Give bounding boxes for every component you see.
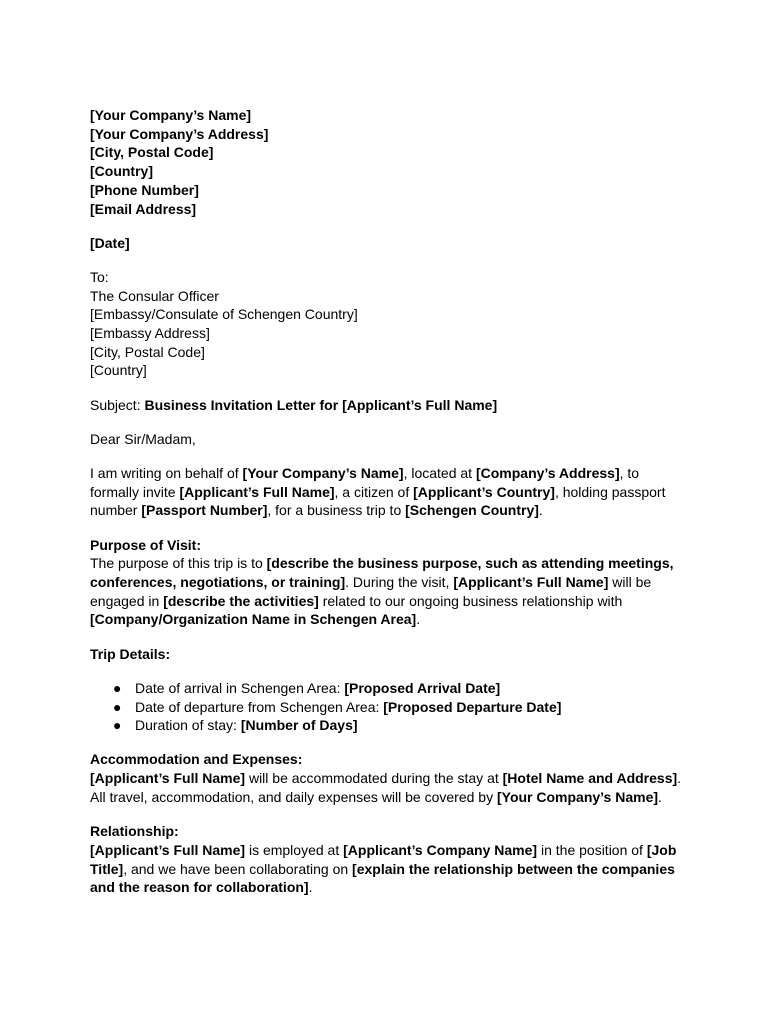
recipient-address: [Embassy Address] bbox=[90, 325, 210, 342]
intro-placeholder: [Company’s Address] bbox=[475, 465, 620, 482]
relationship-placeholder: and the reason for collaboration] bbox=[90, 879, 309, 896]
intro-text: formally invite bbox=[90, 483, 180, 500]
trip-item-label: Duration of stay: bbox=[135, 717, 241, 734]
intro-text: number bbox=[90, 502, 142, 519]
accommodation-text: . bbox=[677, 770, 682, 787]
accommodation-heading: Accommodation and Expenses: bbox=[90, 751, 303, 768]
sender-country: [Country] bbox=[90, 163, 153, 180]
bullet-icon: ● bbox=[113, 698, 122, 715]
purpose-placeholder: conferences, negotiations, or training] bbox=[90, 574, 346, 591]
salutation: Dear Sir/Madam, bbox=[90, 430, 196, 447]
accommodation-section bbox=[90, 750, 690, 806]
relationship-placeholder: Title] bbox=[90, 860, 124, 877]
relationship-text: in the position of bbox=[537, 841, 647, 858]
relationship-placeholder: [explain the relationship between the companies bbox=[352, 860, 675, 877]
recipient-title: The Consular Officer bbox=[90, 287, 219, 304]
relationship-text: . bbox=[308, 879, 313, 896]
accommodation-placeholder: [Applicant’s Full Name] bbox=[90, 770, 246, 787]
relationship-heading: Relationship: bbox=[90, 823, 179, 840]
sender-email: [Email Address] bbox=[90, 200, 197, 217]
accommodation-text: will be accommodated during the stay at bbox=[245, 770, 503, 787]
bullet-icon: ● bbox=[113, 679, 122, 696]
purpose-placeholder: [Company/Organization Name in Schengen Area] bbox=[90, 611, 417, 628]
accommodation-placeholder: [Hotel Name and Address] bbox=[502, 770, 678, 787]
purpose-text: The purpose of this trip is to bbox=[90, 555, 267, 572]
intro-placeholder: [Applicant’s Full Name] bbox=[179, 483, 335, 500]
list-item bbox=[90, 698, 690, 717]
letter-document bbox=[90, 106, 690, 897]
intro-text: , located at bbox=[403, 465, 476, 482]
relationship-text: is employed at bbox=[245, 841, 344, 858]
intro-text: , for a business trip to bbox=[267, 502, 406, 519]
relationship-placeholder: [Job bbox=[646, 841, 677, 858]
purpose-text: engaged in bbox=[90, 592, 164, 609]
list-item bbox=[90, 679, 690, 698]
purpose-heading: Purpose of Visit: bbox=[90, 536, 201, 553]
accommodation-text: All travel, accommodation, and daily expenses will be covered by bbox=[90, 788, 497, 805]
relationship-placeholder: [Applicant’s Full Name] bbox=[90, 841, 246, 858]
trip-item-value: [Proposed Departure Date] bbox=[383, 698, 562, 715]
bullet-icon: ● bbox=[113, 717, 122, 734]
intro-placeholder: [Your Company’s Name] bbox=[242, 465, 404, 482]
subject-line bbox=[90, 396, 690, 415]
trip-item-value: [Number of Days] bbox=[240, 717, 358, 734]
intro-text: . bbox=[538, 502, 543, 519]
subject-label: Subject: bbox=[90, 396, 145, 413]
sender-company-name: [Your Company’s Name] bbox=[90, 107, 252, 123]
recipient-to: To: bbox=[90, 268, 109, 285]
trip-details-list bbox=[90, 679, 690, 735]
intro-placeholder: [Passport Number] bbox=[141, 502, 268, 519]
intro-placeholder: [Applicant’s Country] bbox=[413, 483, 555, 500]
intro-text: , holding passport bbox=[554, 483, 666, 500]
purpose-placeholder: [describe the business purpose, such as attending meetings, bbox=[266, 555, 674, 572]
accommodation-placeholder: [Your Company’s Name] bbox=[496, 788, 659, 805]
intro-text: , a citizen of bbox=[334, 483, 414, 500]
purpose-text: . bbox=[416, 611, 421, 628]
purpose-section bbox=[90, 536, 690, 630]
recipient-embassy: [Embassy/Consulate of Schengen Country] bbox=[90, 306, 358, 323]
letter-date: [Date] bbox=[90, 234, 130, 251]
recipient-block bbox=[90, 268, 690, 380]
sender-city-postal: [City, Postal Code] bbox=[90, 144, 214, 161]
intro-text: , to bbox=[619, 465, 640, 482]
intro-text: I am writing on behalf of bbox=[90, 465, 243, 482]
relationship-text: , and we have been collaborating on bbox=[123, 860, 353, 877]
sender-company-address: [Your Company’s Address] bbox=[90, 125, 269, 142]
purpose-text: related to our ongoing business relationship with bbox=[318, 592, 623, 609]
trip-item-label: Date of arrival in Schengen Area: bbox=[135, 679, 345, 696]
recipient-country: [Country] bbox=[90, 362, 147, 379]
trip-item-label: Date of departure from Schengen Area: bbox=[135, 698, 384, 715]
trip-item-value: [Proposed Arrival Date] bbox=[344, 679, 501, 696]
list-item bbox=[90, 716, 690, 735]
sender-block bbox=[90, 106, 690, 218]
purpose-text: . During the visit, bbox=[345, 574, 454, 591]
subject-text: Business Invitation Letter for [Applicant’s Full Name] bbox=[144, 396, 498, 413]
relationship-section bbox=[90, 822, 690, 897]
intro-paragraph bbox=[90, 464, 690, 520]
trip-heading: Trip Details: bbox=[90, 645, 171, 662]
purpose-text: will be bbox=[608, 574, 652, 591]
purpose-placeholder: [Applicant’s Full Name] bbox=[453, 574, 609, 591]
sender-phone: [Phone Number] bbox=[90, 181, 199, 198]
accommodation-text: . bbox=[658, 788, 662, 805]
purpose-placeholder: [describe the activities] bbox=[163, 592, 319, 609]
intro-placeholder: [Schengen Country] bbox=[405, 502, 539, 519]
recipient-city-postal: [City, Postal Code] bbox=[90, 343, 205, 360]
relationship-placeholder: [Applicant’s Company Name] bbox=[343, 841, 538, 858]
